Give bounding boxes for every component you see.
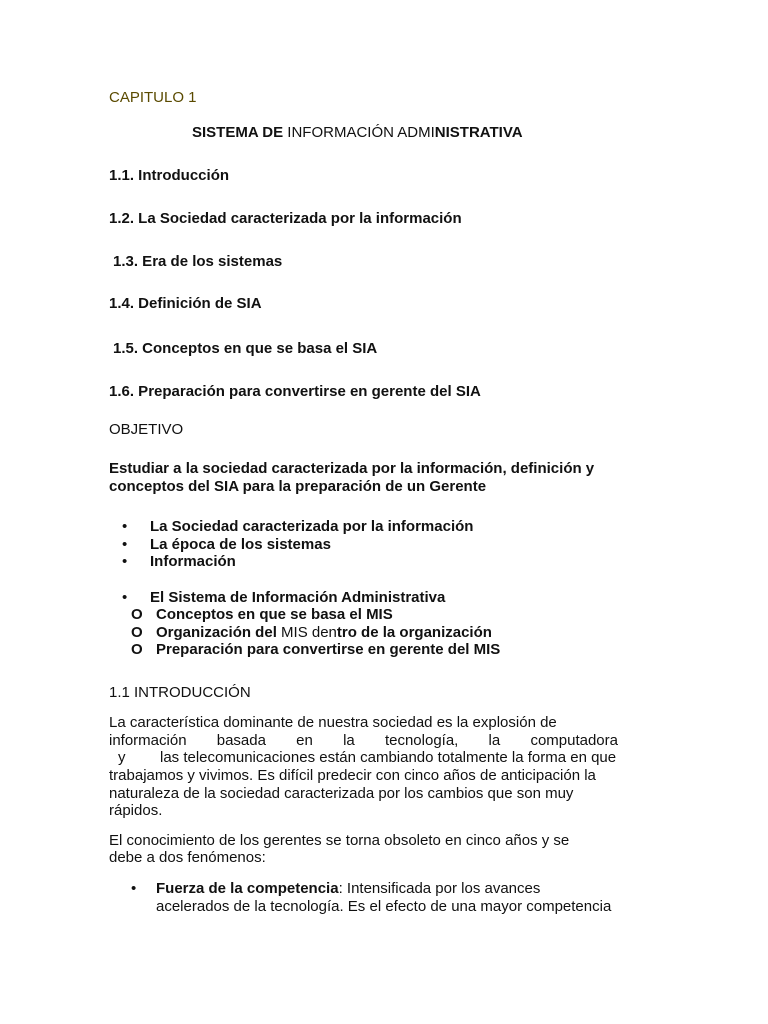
- bullet-marker: •: [122, 589, 128, 606]
- list2-item-1-line-1: [156, 880, 626, 898]
- sub-bullet-2-part-c: tro de la organización: [336, 624, 492, 641]
- circle-bullet-marker: O: [131, 606, 143, 623]
- para1-word: la: [488, 732, 501, 749]
- para1-line-4: trabajamos y vivimos. Es difícil predecir con cinco años de anticipación la: [109, 767, 596, 784]
- objective-text-line-2: conceptos del SIA para la preparación de un Gerente: [109, 478, 487, 495]
- para1-word: en: [296, 732, 313, 749]
- toc-item-2: 1.2. La Sociedad caracterizada por la información: [109, 210, 462, 227]
- para1-word: computadora: [530, 732, 618, 749]
- para2-line-1: El conocimiento de los gerentes se torna obsoleto en cinco años y se: [109, 832, 570, 849]
- para1-word: información: [109, 732, 187, 749]
- circle-bullet-marker: O: [131, 641, 143, 658]
- list2-item-1-line-2: acelerados de la tecnología. Es el efecto de una mayor competencia: [156, 898, 612, 915]
- objective-text-line-1: Estudiar a la sociedad caracterizada por la información, definición y: [109, 460, 595, 477]
- sub-bullet-2-part-a: Organización del: [156, 624, 277, 641]
- bullet-marker: •: [131, 880, 137, 897]
- para1-line-3-start: y: [118, 749, 126, 766]
- title-part-3: NISTRATIVA: [434, 124, 523, 141]
- para1-word: basada: [216, 732, 266, 749]
- chapter-label: CAPITULO 1: [109, 89, 197, 106]
- bullet-item-1: La Sociedad caracterizada por la información: [150, 518, 474, 535]
- document-title: [192, 124, 523, 142]
- para1-line-5: naturaleza de la sociedad caracterizada por los cambios que son muy: [109, 785, 574, 802]
- toc-item-3: 1.3. Era de los sistemas: [113, 253, 283, 270]
- para1-word: tecnología,: [384, 732, 459, 749]
- circle-bullet-marker: O: [131, 624, 143, 641]
- bullet-item-3: Información: [150, 553, 236, 570]
- list2-item-1-bold: Fuerza de la competencia: [156, 880, 339, 897]
- sub-bullet-1: Conceptos en que se basa el MIS: [156, 606, 393, 623]
- sub-bullet-3: Preparación para convertirse en gerente del MIS: [156, 641, 501, 658]
- toc-item-4: 1.4. Definición de SIA: [109, 295, 262, 312]
- para2-line-2: debe a dos fenómenos:: [109, 849, 266, 866]
- title-part-1: SISTEMA DE: [192, 124, 284, 141]
- objective-heading: OBJETIVO: [109, 421, 184, 438]
- para1-word: la: [343, 732, 355, 749]
- title-part-2: INFORMACIÓN ADMI: [283, 124, 435, 141]
- bullet-marker: •: [122, 536, 128, 553]
- para1-line-2: [109, 732, 618, 750]
- list2-item-1-rest: : Intensificada por los avances: [338, 880, 541, 897]
- bullet-item-main: El Sistema de Información Administrativa: [150, 589, 446, 606]
- toc-item-5: 1.5. Conceptos en que se basa el SIA: [113, 340, 378, 357]
- para1-line-6: rápidos.: [109, 802, 163, 819]
- para1-line-3-rest: las telecomunicaciones están cambiando totalmente la forma en que: [160, 749, 617, 766]
- section-heading: 1.1 INTRODUCCIÓN: [109, 684, 251, 701]
- bullet-item-2: La época de los sistemas: [150, 536, 331, 553]
- bullet-marker: •: [122, 518, 128, 535]
- toc-item-1: 1.1. Introducción: [109, 167, 230, 184]
- sub-bullet-2: [156, 624, 492, 642]
- sub-bullet-2-part-b: MIS den: [276, 624, 337, 641]
- toc-item-6: 1.6. Preparación para convertirse en gerente del SIA: [109, 383, 481, 400]
- para1-line-1: La característica dominante de nuestra sociedad es la explosión de: [109, 714, 557, 731]
- bullet-marker: •: [122, 553, 128, 570]
